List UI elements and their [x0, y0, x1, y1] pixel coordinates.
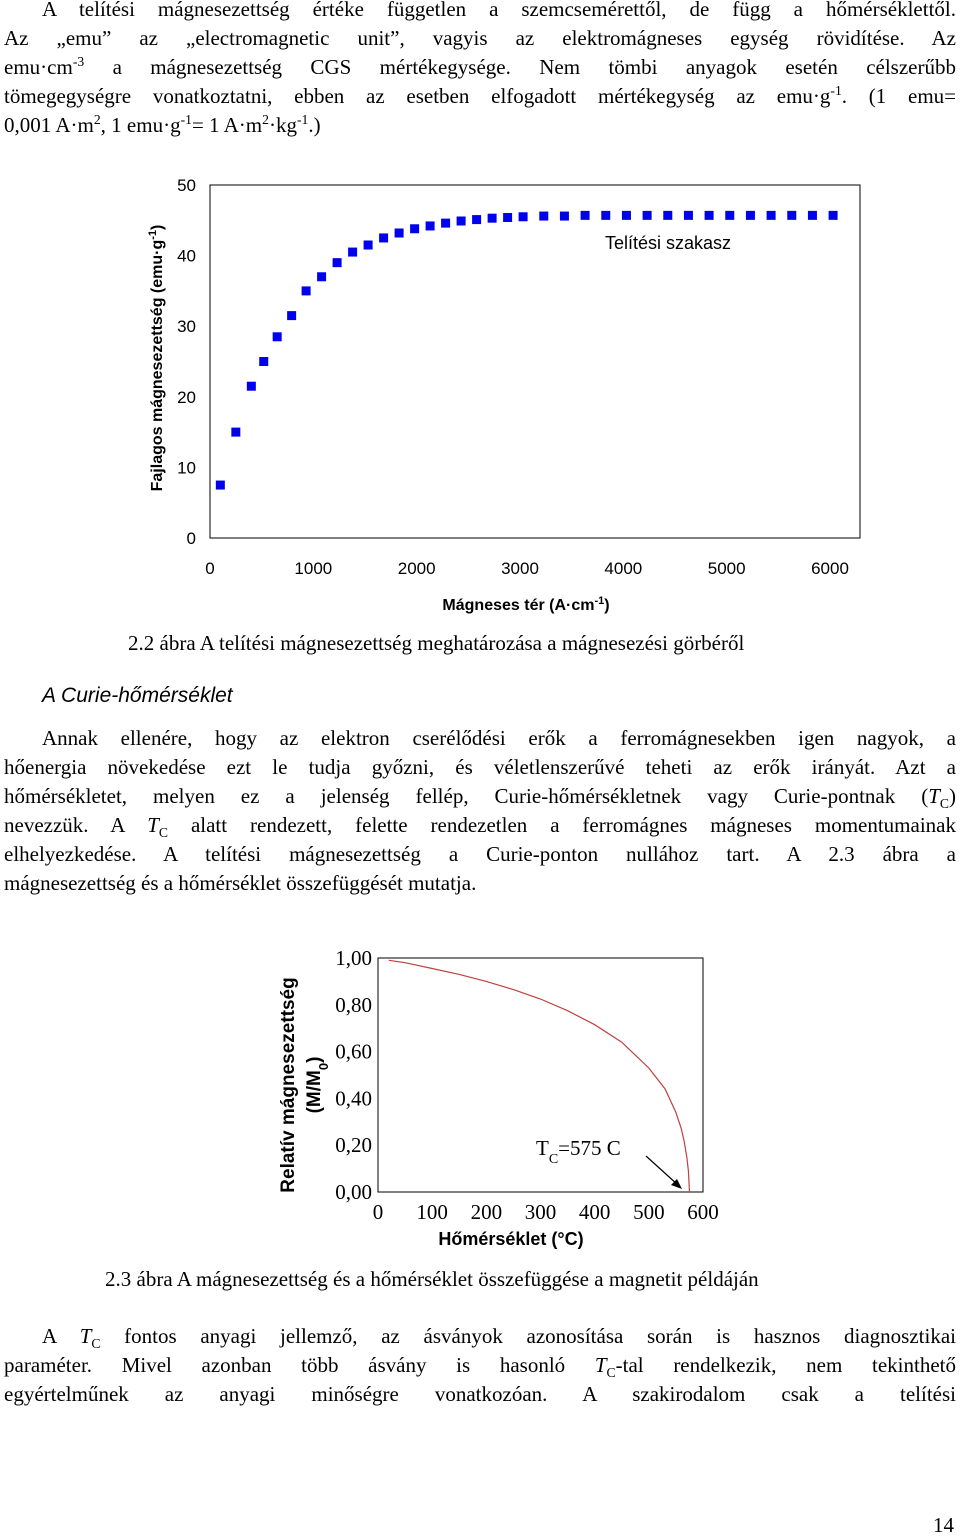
chart1-data-point — [333, 258, 342, 267]
chart1-data-point — [581, 211, 590, 220]
chart2-y-tick-label: 0,80 — [335, 992, 372, 1017]
closing-line-2: paraméter. Mivel azonban több ásvány is hasonló $T_C$-tal rendelkezik, nem tekinthető — [4, 1353, 956, 1381]
intro-line-5: 0,001 $A\cdot m^2$, 1 $emu\cdot g^{-1}= 1$ $A\cdot m^2\cdot kg^{-1}$.) — [4, 112, 321, 137]
chart1-data-point — [488, 214, 497, 223]
chart1-data-point — [503, 213, 512, 222]
intro-line-1: A telítési mágnesezettség értéke független a szemcsemérettől, de függ a hőmérséklettől. — [42, 0, 956, 21]
chart1-data-point — [684, 211, 693, 220]
chart1-data-point — [247, 382, 256, 391]
intro-paragraph — [4, 0, 956, 140]
chart1-y-tick-label: 30 — [177, 317, 196, 337]
chart2-x-axis-label: Hőmérséklet (°C) — [438, 1229, 584, 1249]
chart1-data-point — [302, 286, 311, 295]
chart1-data-point — [273, 332, 282, 341]
chart2-x-tick-label: 0 — [372, 1200, 384, 1224]
chart1-y-tick-label: 0 — [186, 529, 196, 548]
intro-line-3: $emu\cdot cm^{-3}$ a mágnesezettség CGS mértékegysége. Nem tömbi anyagok esetén célszerűbb — [4, 54, 956, 79]
curie-line-2: hőenergia növekedése ezt le tudja győzni, és véletlenszerűvé teheti az erők irányát. Azt a — [4, 755, 956, 779]
chart2-y-tick-label: 1,00 — [335, 946, 372, 970]
chart1-y-tick-label: 50 — [177, 176, 196, 195]
chart1-x-tick-label: 3000 — [501, 559, 539, 578]
chart2-y-tick-label: 0,00 — [335, 1180, 372, 1204]
chart1-x-tick-label: 5000 — [707, 559, 746, 578]
chart1-data-point — [379, 233, 388, 242]
chart1-data-point — [287, 311, 296, 320]
chart2-y-tick-label: 0,40 — [335, 1086, 372, 1111]
chart1-data-point — [560, 212, 569, 221]
magnetization-curve-chart — [130, 168, 890, 618]
chart2-x-tick-label: 300 — [524, 1200, 557, 1224]
chart1-x-tick-label: 1000 — [294, 559, 333, 578]
chart2-y-axis-label-unit: $(M/M_0)$ — [304, 1056, 331, 1114]
chart1-data-point — [767, 211, 776, 220]
intro-line-4: tömegegységre vonatkoztatni, ebben az esetben elfogadott mértékegység az $emu\cdot g^{-1}$. (1 emu= — [4, 83, 957, 108]
chart1-data-point — [519, 212, 528, 221]
closing-line-3: egyértelműnek az anyagi minőségre vonatkozóan. A szakirodalom csak a telítési — [4, 1382, 956, 1406]
chart1-data-point — [643, 211, 652, 220]
chart2-annotation-arrow — [646, 1156, 678, 1185]
curie-line-4: nevezzük. A $T_C$ alatt rendezett, felette rendezetlen a ferromágnes mágneses momentumainak — [4, 813, 956, 841]
chart2-x-tick-label: 500 — [633, 1200, 665, 1224]
chart2-x-tick-label: 400 — [578, 1200, 611, 1224]
chart1-y-tick-label: 20 — [177, 387, 196, 407]
chart1-data-point — [426, 221, 435, 230]
figure-2-2-caption: 2.2 ábra A telítési mágnesezettség meghatározása a mágnesezési görbéről — [128, 631, 745, 655]
chart1-data-point — [725, 211, 734, 220]
chart1-x-tick-label: 6000 — [811, 559, 849, 578]
page-number: 14 — [933, 1513, 954, 1537]
chart1-data-point — [259, 357, 268, 366]
chart1-data-point — [663, 211, 672, 220]
section-heading-curie: A Curie-hőmérséklet — [42, 684, 233, 707]
chart1-y-axis-label: Fajlagos mágnesezettség $(emu\cdot g^{-1})$ — [147, 224, 166, 492]
chart1-data-point — [746, 211, 755, 220]
chart1-x-tick-label: 2000 — [397, 559, 436, 578]
chart1-data-point — [472, 215, 481, 224]
chart1-annotation-saturation: Telítési szakasz — [605, 233, 732, 253]
chart1-data-point — [441, 219, 450, 228]
chart2-x-tick-label: 600 — [687, 1200, 719, 1224]
chart1-data-point — [364, 241, 373, 250]
chart1-plot-frame — [210, 185, 860, 538]
chart1-data-point — [395, 229, 404, 238]
chart1-data-point — [539, 212, 548, 221]
chart2-y-tick-label: 0,60 — [335, 1039, 372, 1064]
chart1-data-point — [410, 224, 419, 233]
chart1-data-point — [457, 217, 466, 226]
chart1-data-point — [231, 428, 240, 437]
chart1-x-tick-label: 4000 — [604, 559, 643, 578]
closing-line-1: A $T_C$ fontos anyagi jellemző, az ásványok azonosítása során is hasznos diagnosztikai — [42, 1324, 956, 1352]
chart2-y-axis-label: Relatív mágnesezettség — [278, 977, 299, 1193]
curie-line-3: hőmérsékletet, melyen ez a jelenség fellép, Curie-hőmérsékletnek vagy Curie-pontnak $(T_C)$ — [4, 784, 956, 812]
chart1-data-point — [622, 211, 631, 220]
chart1-data-point — [348, 248, 357, 257]
chart2-x-tick-label: 200 — [470, 1200, 503, 1224]
chart2-x-tick-label: 100 — [416, 1200, 448, 1224]
chart1-y-tick-label: 10 — [177, 458, 196, 478]
chart1-y-tick-label: 40 — [177, 246, 196, 266]
chart1-data-point — [601, 211, 610, 220]
chart2-y-tick-label: 0,20 — [335, 1133, 372, 1158]
chart1-data-point — [829, 211, 838, 220]
curie-paragraph — [4, 724, 956, 898]
closing-paragraph — [4, 1322, 956, 1409]
chart1-x-tick-label: 0 — [205, 559, 215, 578]
chart1-data-point — [216, 481, 225, 490]
curie-line-5: elhelyezkedése. A telítési mágnesezettség a Curie-ponton nullához tart. A 2.3 ábra a — [4, 842, 956, 866]
intro-line-2: Az „emu” az „electromagnetic unit”, vagyis az elektromágneses egység rövidítése. Az — [4, 26, 956, 50]
chart1-data-point — [705, 211, 714, 220]
chart1-x-axis-label: Mágneses tér $(A\cdot cm^{-1})$ — [442, 595, 610, 614]
curie-line-1: Annak ellenére, hogy az elektron cserélődési erők a ferromágnesekben igen nagyok, a — [42, 726, 956, 750]
chart1-data-point — [808, 211, 817, 220]
chart2-annotation-curie-point: $T_C=575$ C — [536, 1136, 621, 1167]
figure-2-3-caption: 2.3 ábra A mágnesezettség és a hőmérséklet összefüggése a magnetit példáján — [105, 1267, 759, 1291]
thermomagnetic-curve-chart — [268, 940, 738, 1260]
curie-line-6: mágnesezettség és a hőmérséklet összefüggését mutatja. — [4, 871, 477, 895]
chart1-data-point — [787, 211, 796, 220]
chart1-data-point — [317, 272, 326, 281]
